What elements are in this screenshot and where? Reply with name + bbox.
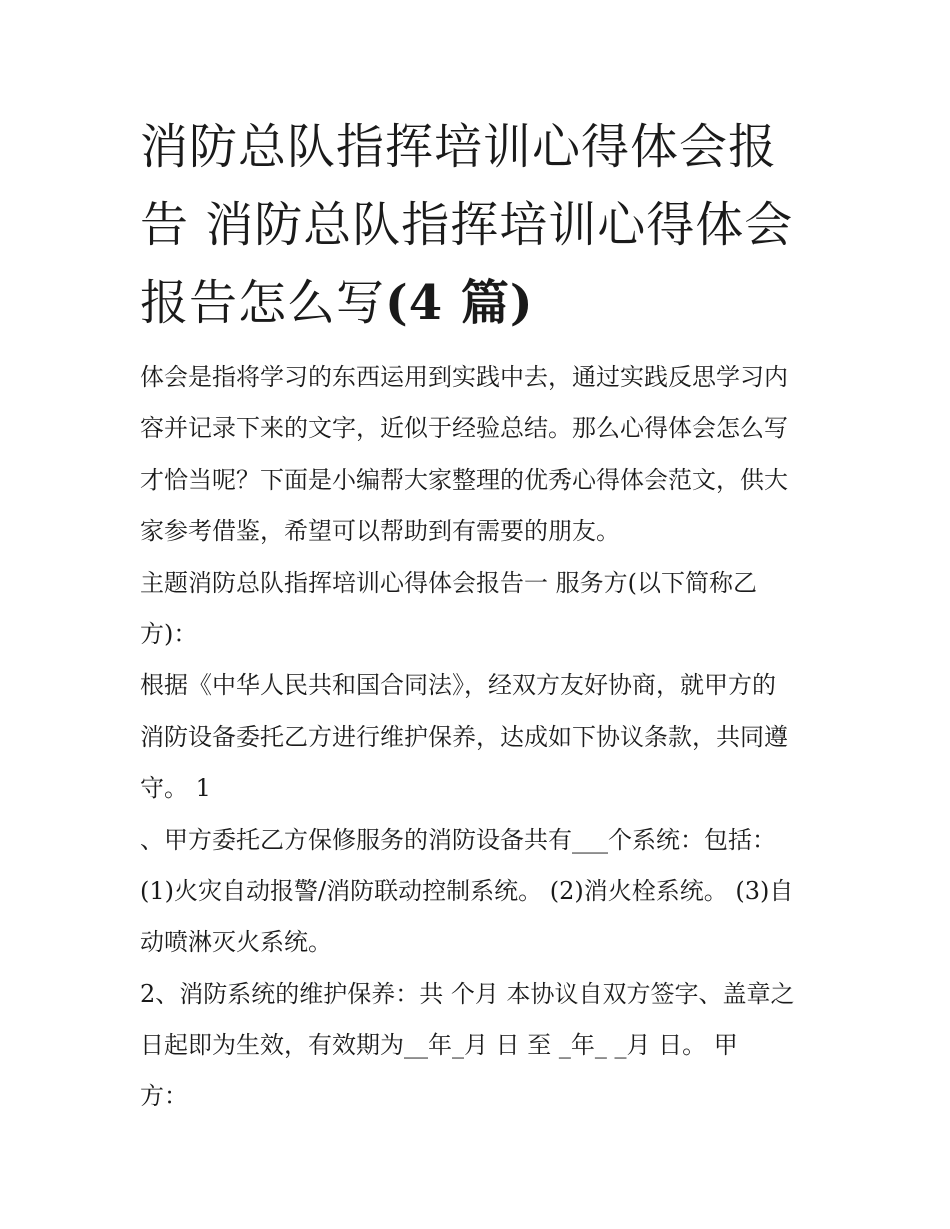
paragraph-line: 、甲方委托乙方保修服务的消防设备共有___个系统：包括： [140, 825, 776, 854]
paragraph-line: 主题消防总队指挥培训心得体会报告一 服务方(以下简称乙 [140, 568, 757, 597]
paragraph-line: 2、消防系统的维护保养：共 个月 本协议自双方签字、盖章之 [140, 979, 795, 1008]
title-line-text: 报告怎么写 [140, 275, 386, 331]
paragraph-line: 守。 1 [140, 774, 211, 803]
paragraph-line: (1)火灾自动报警/消防联动控制系统。 (2)消火栓系统。 (3)自 [140, 876, 794, 905]
paragraph-line: 体会是指将学习的东西运用到实践中去，通过实践反思学习内 [140, 363, 788, 391]
paragraph-line: 根据《中华人民共和国合同法》，经双方友好协商，就甲方的 [140, 671, 776, 700]
paragraph-line: 日起即为生效，有效期为__年_月 日 至 _年_ _月 日。 甲 [140, 1031, 738, 1060]
title-line: 告 消防总队指挥培训心得体会 [140, 197, 794, 253]
title-line-count: (4 篇) [385, 275, 534, 331]
title-line: 消防总队指挥培训心得体会报 [140, 119, 778, 175]
paragraph-line: 容并记录下来的文字，近似于经验总结。那么心得体会怎么写 [140, 414, 788, 443]
paragraph-line: 动喷淋灭火系统。 [140, 928, 332, 957]
title-line [140, 264, 820, 342]
document-body [140, 352, 820, 1123]
paragraph-line: 消防设备委托乙方进行维护保养，达成如下协议条款，共同遵 [140, 722, 788, 751]
paragraph-line: 家参考借鉴，希望可以帮助到有需要的朋友。 [140, 517, 620, 546]
document-title [140, 108, 820, 342]
paragraph-line: 方)： [140, 619, 198, 648]
paragraph-line: 才恰当呢？下面是小编帮大家整理的优秀心得体会范文，供大 [140, 465, 788, 494]
paragraph-line: 方： [140, 1082, 188, 1111]
